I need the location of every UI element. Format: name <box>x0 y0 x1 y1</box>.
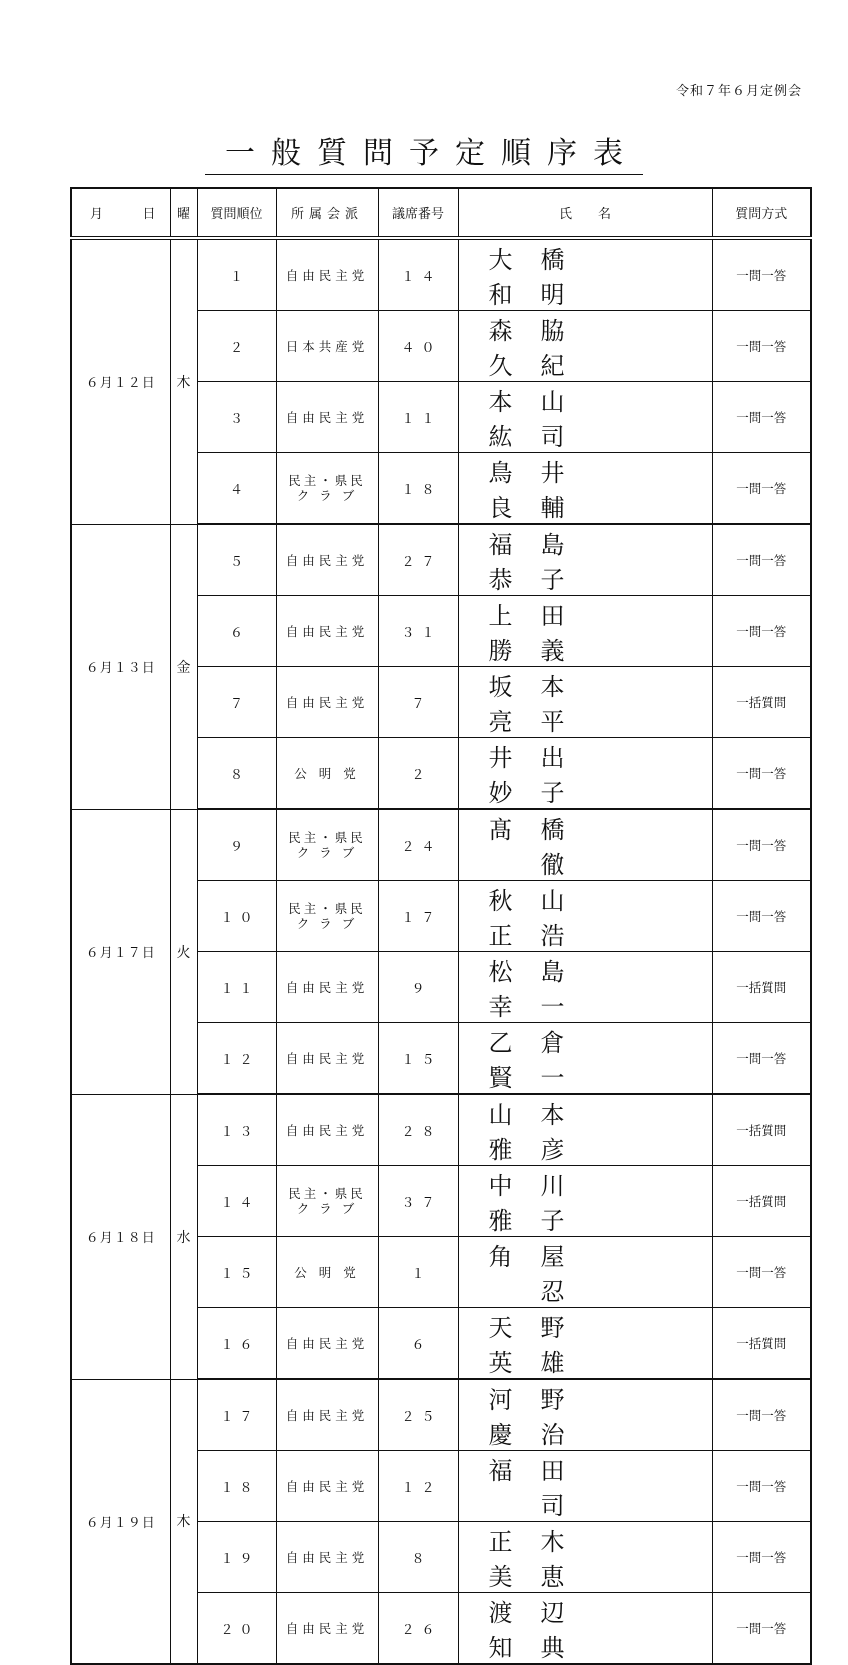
seat-cell: １７ <box>378 881 458 952</box>
first-name: 賢一 <box>488 1064 593 1092</box>
order-cell: ９ <box>197 809 276 881</box>
order-cell: １２ <box>197 1023 276 1095</box>
first-name: 美恵 <box>488 1563 593 1591</box>
first-name: 英雄 <box>488 1349 593 1377</box>
name-cell <box>458 382 712 453</box>
seat-cell: １４ <box>378 238 458 311</box>
party-cell <box>276 1166 378 1237</box>
name-cell <box>458 809 712 881</box>
name-cell <box>458 1451 712 1522</box>
last-name: 井出 <box>488 744 593 772</box>
last-name: 河野 <box>488 1386 593 1414</box>
method-cell: 一括質問 <box>712 1094 811 1166</box>
name-cell <box>458 453 712 525</box>
table-row <box>71 809 811 881</box>
party-cell: 自由民主党 <box>276 1379 378 1451</box>
date-cell: ６月１８日 <box>71 1094 170 1379</box>
order-cell: １４ <box>197 1166 276 1237</box>
first-name: 良輔 <box>488 494 593 522</box>
table-row <box>71 238 811 311</box>
order-cell: ７ <box>197 667 276 738</box>
date-cell: ６月１２日 <box>71 238 170 524</box>
seat-cell: ２６ <box>378 1593 458 1665</box>
party-cell: 自由民主党 <box>276 382 378 453</box>
order-cell: １９ <box>197 1522 276 1593</box>
name-cell <box>458 596 712 667</box>
party-cell <box>276 809 378 881</box>
name-cell <box>458 1522 712 1593</box>
date-cell: ６月１３日 <box>71 524 170 809</box>
party-cell: 自由民主党 <box>276 1451 378 1522</box>
method-cell: 一問一答 <box>712 596 811 667</box>
last-name: 松島 <box>488 958 593 986</box>
method-cell: 一問一答 <box>712 382 811 453</box>
first-name: 慶治 <box>488 1421 593 1449</box>
seat-cell: １２ <box>378 1451 458 1522</box>
last-name: 正木 <box>488 1528 593 1556</box>
method-cell: 一問一答 <box>712 311 811 382</box>
method-cell: 一括質問 <box>712 952 811 1023</box>
order-cell: ３ <box>197 382 276 453</box>
seat-cell: ２ <box>378 738 458 810</box>
last-name: 坂本 <box>488 673 593 701</box>
last-name: 中川 <box>488 1172 593 1200</box>
method-cell: 一問一答 <box>712 1522 811 1593</box>
party-cell: 日本共産党 <box>276 311 378 382</box>
name-cell <box>458 1166 712 1237</box>
session-label: 令和７年６月定例会 <box>675 84 802 99</box>
seat-cell: １１ <box>378 382 458 453</box>
last-name: 乙倉 <box>488 1029 593 1057</box>
name-cell <box>458 881 712 952</box>
seat-cell: ３７ <box>378 1166 458 1237</box>
first-name: 正浩 <box>488 922 593 950</box>
table-row <box>71 524 811 596</box>
last-name: 鳥井 <box>488 459 593 487</box>
header-seat: 議席番号 <box>378 188 458 238</box>
method-cell: 一括質問 <box>712 1166 811 1237</box>
order-cell: １５ <box>197 1237 276 1308</box>
order-cell: １７ <box>197 1379 276 1451</box>
last-name: 本山 <box>488 388 593 416</box>
last-name: 大橋 <box>488 246 593 274</box>
order-cell: １３ <box>197 1094 276 1166</box>
order-cell: １６ <box>197 1308 276 1380</box>
method-cell: 一括質問 <box>712 1308 811 1380</box>
party-line-2: ク ラ ブ <box>296 1201 358 1216</box>
party-cell: 自由民主党 <box>276 238 378 311</box>
last-name: 髙橋 <box>488 816 593 844</box>
method-cell: 一問一答 <box>712 1593 811 1665</box>
order-cell: １０ <box>197 881 276 952</box>
party-line-1: 民主・県民 <box>288 473 366 488</box>
method-cell: 一問一答 <box>712 524 811 596</box>
last-name: 福田 <box>488 1457 593 1485</box>
name-cell <box>458 1379 712 1451</box>
header-method: 質問方式 <box>712 188 811 238</box>
party-cell: 自由民主党 <box>276 952 378 1023</box>
weekday-cell: 木 <box>170 238 197 524</box>
seat-cell: ６ <box>378 1308 458 1380</box>
seat-cell: ８ <box>378 1522 458 1593</box>
method-cell: 一問一答 <box>712 738 811 810</box>
method-cell: 一問一答 <box>712 453 811 525</box>
seat-cell: ３１ <box>378 596 458 667</box>
order-cell: ５ <box>197 524 276 596</box>
name-cell <box>458 1237 712 1308</box>
header-date <box>71 188 170 238</box>
header-name: 氏 名 <box>458 188 712 238</box>
last-name: 森脇 <box>488 317 593 345</box>
party-line-2: ク ラ ブ <box>296 916 358 931</box>
first-name: 知典 <box>488 1634 593 1662</box>
first-name: 勝義 <box>488 637 593 665</box>
table-body <box>71 238 811 1664</box>
last-name: 渡辺 <box>488 1599 593 1627</box>
name-cell <box>458 667 712 738</box>
party-line-1: 民主・県民 <box>288 830 366 845</box>
weekday-cell: 金 <box>170 524 197 809</box>
party-cell <box>276 881 378 952</box>
last-name: 上田 <box>488 602 593 630</box>
last-name: 山本 <box>488 1101 593 1129</box>
name-cell <box>458 1593 712 1665</box>
party-cell: 自由民主党 <box>276 596 378 667</box>
party-line-2: ク ラ ブ <box>296 488 358 503</box>
party-cell: 公 明 党 <box>276 1237 378 1308</box>
header-order: 質問順位 <box>197 188 276 238</box>
table-row <box>71 1094 811 1166</box>
name-cell <box>458 524 712 596</box>
method-cell: 一括質問 <box>712 667 811 738</box>
header-weekday: 曜 <box>170 188 197 238</box>
header-month: 月 <box>90 207 104 222</box>
party-cell: 自由民主党 <box>276 1522 378 1593</box>
name-cell <box>458 1023 712 1095</box>
last-name: 福島 <box>488 531 593 559</box>
date-cell: ６月１９日 <box>71 1379 170 1664</box>
first-name: 紘司 <box>488 423 593 451</box>
order-cell: ６ <box>197 596 276 667</box>
method-cell: 一問一答 <box>712 881 811 952</box>
header-party: 所属会派 <box>276 188 378 238</box>
party-cell: 自由民主党 <box>276 667 378 738</box>
order-cell: １１ <box>197 952 276 1023</box>
order-cell: ２ <box>197 311 276 382</box>
page-title-text: 一般質問予定順序表 <box>205 128 643 175</box>
seat-cell: ２５ <box>378 1379 458 1451</box>
name-cell <box>458 738 712 810</box>
method-cell: 一問一答 <box>712 1023 811 1095</box>
method-cell: 一問一答 <box>712 809 811 881</box>
first-name: 和明 <box>488 281 593 309</box>
name-cell <box>458 311 712 382</box>
seat-cell: １５ <box>378 1023 458 1095</box>
first-name: 幸一 <box>488 993 593 1021</box>
first-name: 忍 <box>488 1278 593 1306</box>
party-cell: 自由民主党 <box>276 1308 378 1380</box>
last-name: 秋山 <box>488 887 593 915</box>
order-cell: ２０ <box>197 1593 276 1665</box>
seat-cell: ４０ <box>378 311 458 382</box>
weekday-cell: 火 <box>170 809 197 1094</box>
party-cell: 自由民主党 <box>276 524 378 596</box>
method-cell: 一問一答 <box>712 1237 811 1308</box>
party-cell: 自由民主党 <box>276 1094 378 1166</box>
date-cell: ６月１７日 <box>71 809 170 1094</box>
name-cell <box>458 238 712 311</box>
order-cell: １８ <box>197 1451 276 1522</box>
party-cell <box>276 453 378 525</box>
first-name: 久紀 <box>488 352 593 380</box>
last-name: 角屋 <box>488 1243 593 1271</box>
seat-cell: １ <box>378 1237 458 1308</box>
name-cell <box>458 1094 712 1166</box>
first-name: 徹 <box>488 851 593 879</box>
party-cell: 自由民主党 <box>276 1593 378 1665</box>
header-row <box>71 188 811 238</box>
order-cell: ８ <box>197 738 276 810</box>
name-cell <box>458 952 712 1023</box>
first-name: 雅子 <box>488 1207 593 1235</box>
party-cell: 自由民主党 <box>276 1023 378 1095</box>
seat-cell: ２４ <box>378 809 458 881</box>
weekday-cell: 水 <box>170 1094 197 1379</box>
seat-cell: １８ <box>378 453 458 525</box>
method-cell: 一問一答 <box>712 238 811 311</box>
table-row <box>71 1379 811 1451</box>
seat-cell: ２８ <box>378 1094 458 1166</box>
party-cell: 公 明 党 <box>276 738 378 810</box>
first-name: 雅彦 <box>488 1136 593 1164</box>
method-cell: 一問一答 <box>712 1379 811 1451</box>
seat-cell: ２７ <box>378 524 458 596</box>
first-name: 恭子 <box>488 566 593 594</box>
seat-cell: ９ <box>378 952 458 1023</box>
header-day: 日 <box>142 207 156 222</box>
party-line-2: ク ラ ブ <box>296 845 358 860</box>
page-title <box>0 128 848 175</box>
first-name: 司 <box>488 1492 593 1520</box>
question-order-table <box>70 187 812 1665</box>
party-line-1: 民主・県民 <box>288 901 366 916</box>
order-cell: １ <box>197 238 276 311</box>
weekday-cell: 木 <box>170 1379 197 1664</box>
name-cell <box>458 1308 712 1380</box>
party-line-1: 民主・県民 <box>288 1186 366 1201</box>
seat-cell: ７ <box>378 667 458 738</box>
method-cell: 一問一答 <box>712 1451 811 1522</box>
first-name: 亮平 <box>488 708 593 736</box>
last-name: 天野 <box>488 1314 593 1342</box>
order-cell: ４ <box>197 453 276 525</box>
first-name: 妙子 <box>488 779 593 807</box>
